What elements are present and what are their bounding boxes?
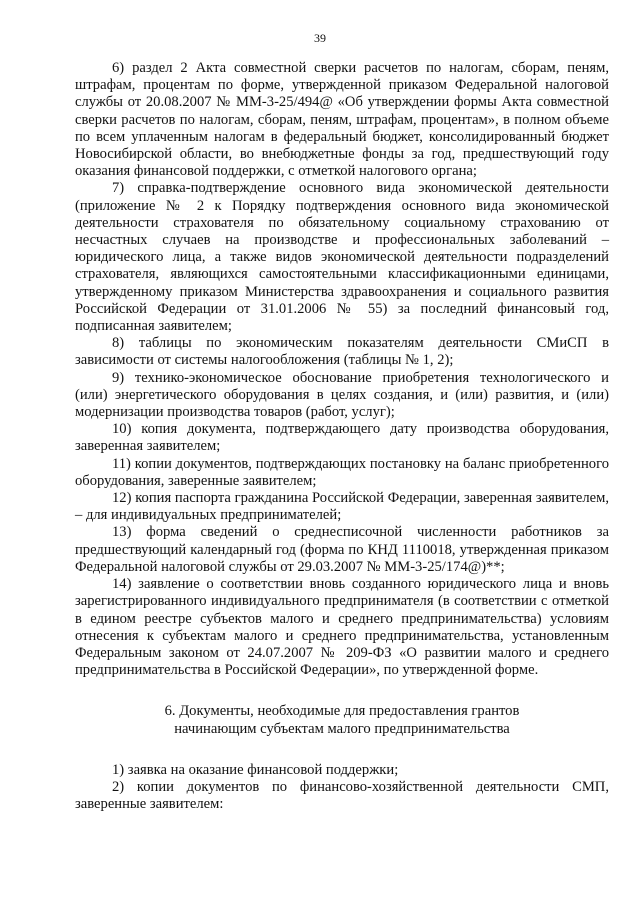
page-number: 39: [314, 31, 326, 45]
section6-item-1: 1) заявка на оказание финансовой поддержки;: [112, 761, 399, 778]
list-item-13: 13) форма сведений о среднесписочной численности работников за предшествующий календарный год (форма по КНД 1110018, утвержденная приказом Федеральной налоговой службы от 29.03.2007 № ММ-3-25/174@)**;: [75, 524, 609, 575]
list-item-14: 14) заявление о соответствии вновь созданного юридического лица и вновь зарегистрированного индивидуального предпринимателя (в соответствии с отметкой в едином реестре субъектов малого и среднего предпринимательства) условиям отнесения к субъектам малого и среднего предпринимательства, установленным Федеральным законом от 24.07.2007 № 209-ФЗ «О развитии малого и среднего предпринимательства в Российской Федерации», по утвержденной форме.: [75, 576, 609, 679]
list-item-6: 6) раздел 2 Акта совместной сверки расчетов по налогам, сборам, пеням, штрафам, процентам по форме, утвержденной приказом Федеральной налоговой службы от 20.08.2007 № ММ-3-25/494@ «Об утверждении формы Акта совместной сверки расчетов по налогам, сборам, пеням, штрафам, процентам», в полном объеме по всем уплаченным налогам в федеральный бюджет, консолидированный бюджет Новосибирской области, во внебюджетные фонды за год, предшествующий году оказания финансовой поддержки, с отметкой налогового органа;: [75, 60, 609, 180]
section6-item-2: 2) копии документов по финансово-хозяйственной деятельности СМП, заверенные заявителем:: [75, 778, 609, 813]
list-item-12: 12) копия паспорта гражданина Российской Федерации, заверенная заявителем, – для индивидуальных предпринимателей;: [75, 490, 609, 524]
list-item-11: 11) копии документов, подтверждающих постановку на баланс приобретенного оборудования, заверенные заявителем;: [75, 455, 609, 489]
section-heading-line-1: 6. Документы, необходимые для предоставления грантов: [164, 703, 520, 720]
list-item-8: 8) таблицы по экономическим показателям деятельности СМиСП в зависимости от системы налогообложения (таблицы № 1, 2);: [75, 335, 609, 369]
section-heading-line-2: начинающим субъектам малого предпринимательства: [174, 720, 510, 737]
list-item-7: 7) справка-подтверждение основного вида экономической деятельности (приложение № 2 к Порядку подтверждения основного вида экономической деятельности страхователя по обязательному социальному страхованию от несчастных случаев на производстве и профессиональных заболеваний – юридического лица, а также видов экономической деятельности подразделений страхователя, являющихся самостоятельными классификационными единицами, утвержденному приказом Министерства здравоохранения и социального развития Российской Федерации от 31.01.2006 № 55) за последний финансовый год, подписанная заявителем;: [75, 180, 609, 335]
document-body: [75, 60, 609, 813]
list-item-9: 9) технико-экономическое обоснование приобретения технологического и (или) энергетического оборудования в целях создания, и (или) развития, и (или) модернизации производства товаров (работ, услуг);: [75, 369, 609, 421]
section-heading: [75, 703, 609, 737]
list-item-10: 10) копия документа, подтверждающего дату производства оборудования, заверенная заявителем;: [75, 421, 609, 455]
